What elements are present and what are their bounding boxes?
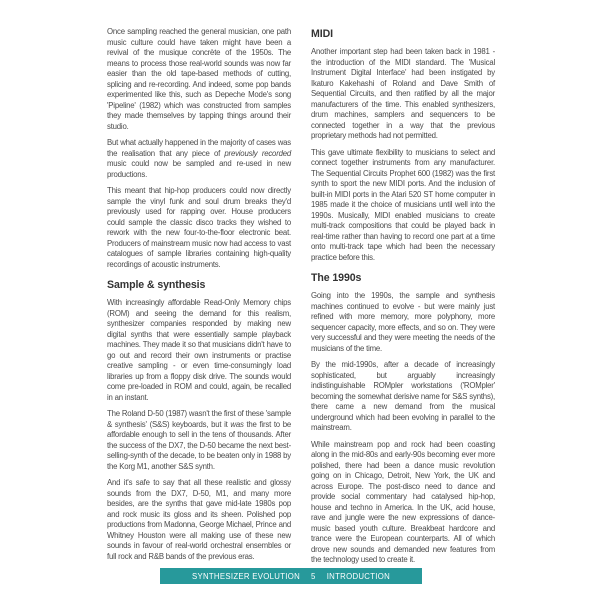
right-column: [311, 27, 495, 572]
footer-book-title: SYNTHESIZER EVOLUTION: [191, 571, 301, 581]
footer-page-number: 5: [311, 571, 316, 581]
footer-section: INTRODUCTION: [326, 571, 391, 581]
paragraph-hiphop-producers: This meant that hip-hop producers could now directly sample the vinyl funk and soul drum breaks they'd previously used for rapping over. House producers could sample the classic disco tracks they wished to rework with the new four-to-the-floor electronic beat. Producers of mainstream music now had access to vast catalogues of sample libraries containing high-quality recordings of acoustic instruments.: [107, 186, 291, 269]
paragraph-romplers: By the mid-1990s, after a decade of increasingly sophisticated, but arguably increasingly indistinguishable ROMpler workstations ('ROMpler' becoming the somewhat derisive name for S&S synths), there came a new demand from the musical underground which had been evolving in parallel to the mainstream.: [311, 360, 495, 432]
paragraph-roland-d50: The Roland D-50 (1987) wasn't the first of these 'sample & synthesis' (S&S) keyboards, but it was the first to be affordable enough to sell in the tens of thousands. After the success of the DX7, the D-50 became the next best-selling-synth of the decade, to be beaten only in 1988 by the Korg M1, another S&S synth.: [107, 409, 291, 471]
paragraph-dance-revolution: While mainstream pop and rock had been coasting along in the mid-80s and early-90s becoming ever more polished, there had been a dance music revolution going on in Chicago, Detroit, New York, the UK and across Europe. The post-disco need to dance and provide social commentary had catalysed hip-hop, house and techno in America. In the UK, acid house, rave and jungle were the new expressions of dance-music based youth culture. Breakbeat hardcore and trance were the European counterparts. All of which drove new sounds and demanded new features from the technology used to create it.: [311, 439, 495, 564]
section-heading-sample-synthesis: Sample & synthesis: [107, 279, 206, 291]
paragraph-previously-recorded: But what actually happened in the majority of cases was the realisation that any piece of previously recorded music could now be sampled and re-used in new productions.: [107, 138, 291, 179]
section-heading-midi: MIDI: [311, 28, 333, 40]
paragraph-glossy-sounds: And it's safe to say that all these realistic and glossy sounds from the DX7, D-50, M1, and many more besides, are the synths that gave mid-late 1980s pop and rock music its gloss and its sheen. Polished pop productions from Madonna, George Michael, Prince and Whitney Houston were all making use of these new sounds in favour of real-world orchestral ensembles or full rock and R&B bands of the previous eras.: [107, 478, 291, 561]
paragraph-sampling-revival: Once sampling reached the general musician, one path music culture could have taken might have been a revival of the musique concrète of the 1950s. The means to process those real-world sounds was now far easier than the old tape-based methods of cutting, splicing and re-recording. And indeed, some pop bands experimented like this, such as Depeche Mode's song 'Pipeline' (1982) which was constructed from samples they made themselves by tapping things around their studio.: [107, 27, 291, 131]
paragraph-midi-flexibility: This gave ultimate flexibility to musicians to select and connect together instruments from any manufacturer. The Sequential Circuits Prophet 600 (1982) was the first synth to sport the new MIDI ports. And the inclusion of built-in MIDI ports in the Atari 520 ST home computer in 1985 made it the choice of musicians until well into the 1990s. Musically, MIDI enabled musicians to create multi-track compositions that could be played back in real-time rather than having to record one part at a time onto multi-track tape which had been the necessary practice before this.: [311, 147, 495, 262]
text-columns: [107, 27, 495, 572]
paragraph-midi-standard: Another important step had been taken back in 1981 - the introduction of the MIDI standard. The 'Musical Instrument Digital Interface' had been instigated by Ikaturo Kakehashi of Roland and Dave Smith of Sequential Circuits, and then ratified by all the major manufacturers of the time. This enabled synthesizers, drum machines, samplers and sequencers to be connected together in a way that the previous proprietary methods had not permitted.: [311, 47, 495, 140]
paragraph-rom-chips: With increasingly affordable Read-Only Memory chips (ROM) and seeing the demand for this realism, synthesizer companies responded by making new digital synths that were essentially sample playback machines. They made it so that musicians didn't have to go out and record their own instruments or practise creative sampling - or even time-consumingly load libraries up from a floppy disk drive. The sounds would come pre-loaded in ROM and could, again, be recalled in an instant.: [107, 298, 291, 402]
section-heading-1990s: The 1990s: [311, 272, 362, 284]
left-column: [107, 27, 291, 572]
footer-band: [160, 568, 422, 584]
paragraph-1990s-evolution: Going into the 1990s, the sample and synthesis machines continued to evolve - but were mainly just refined with more memory, more polyphony, more sequencer capacity, more effects, and so on. They were very successful and they were meeting the needs of the musicians of the time.: [311, 291, 495, 353]
